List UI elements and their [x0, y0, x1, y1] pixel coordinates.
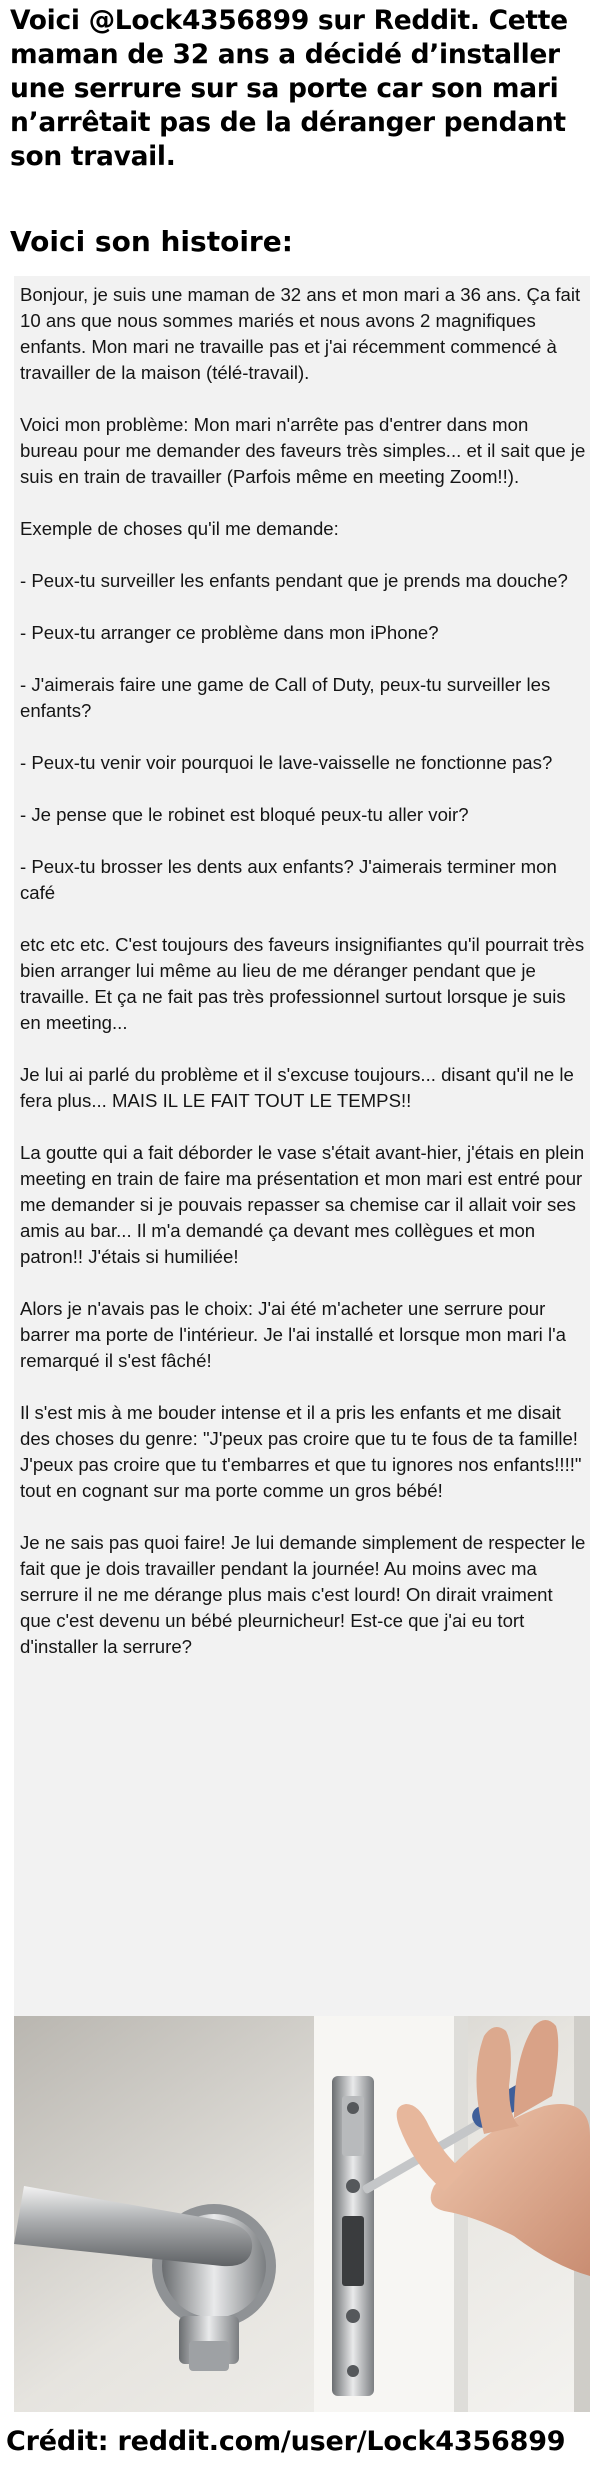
- story-paragraph: Je ne sais pas quoi faire! Je lui demande simplement de respecter le fait que je dois travailler pendant la journée! Au moins avec ma serrure il ne me dérange plus mais c'est lourd! On dirait vraiment que c'est devenu un bébé pleurnicheur! Est-ce que j'ai eu tort d'installer la serrure?: [20, 1532, 586, 1657]
- story-paragraph: Bonjour, je suis une maman de 32 ans et mon mari a 36 ans. Ça fait 10 ans que nous sommes mariés et nous avons 2 magnifiques enfants. Mon mari ne travaille pas et j'ai récemment commencé à travailler de la maison (télé-travail).: [20, 284, 581, 383]
- door-lock-photo: [14, 2016, 590, 2412]
- story-box: [14, 276, 590, 2016]
- story-paragraph: Alors je n'avais pas le choix: J'ai été m'acheter une serrure pour barrer ma porte de l'intérieur. Je l'ai installé et lorsque mon mari l'a remarqué il s'est fâché!: [20, 1298, 566, 1371]
- story-text: [20, 282, 588, 1686]
- story-paragraph: etc etc etc. C'est toujours des faveurs insignifiantes qu'il pourrait très bien arranger lui même au lieu de me déranger pendant que je travaille. Et ça ne fait pas très professionnel surtout lorsque je suis en meeting...: [20, 934, 585, 1033]
- photo-illustration: [14, 2016, 590, 2412]
- story-paragraph: Je lui ai parlé du problème et il s'excuse toujours... disant qu'il ne le fera plus... MAIS IL LE FAIT TOUT LE TEMPS!!: [20, 1064, 574, 1111]
- story-paragraph: Il s'est mis à me bouder intense et il a pris les enfants et me disait des choses du genre: "J'peux pas croire que tu te fous de ta famille! J'peux pas croire que tu t'embarres et que tu ignores nos enfants!!!!" tout en cognant sur ma porte comme un gros bébé!: [20, 1402, 582, 1501]
- subheading: Voici son histoire:: [10, 225, 293, 258]
- story-paragraph: Voici mon problème: Mon mari n'arrête pas d'entrer dans mon bureau pour me demander des faveurs très simples... et il sait que je suis en train de travailler (Parfois même en meeting Zoom!!).: [20, 414, 586, 487]
- story-paragraph: Exemple de choses qu'il me demande:: [20, 518, 339, 539]
- story-paragraph: - Peux-tu surveiller les enfants pendant que je prends ma douche?: [20, 570, 568, 591]
- story-paragraph: - J'aimerais faire une game de Call of Duty, peux-tu surveiller les enfants?: [20, 674, 551, 721]
- story-paragraph: - Peux-tu arranger ce problème dans mon iPhone?: [20, 622, 439, 643]
- lock-icon: [332, 2076, 374, 2396]
- headline: Voici @Lock4356899 sur Reddit. Cette maman de 32 ans a décidé d’installer une serrure sur sa porte car son mari n’arrêtait pas de la déranger pendant son travail.: [10, 5, 568, 172]
- story-paragraph: - Peux-tu brosser les dents aux enfants? J'aimerais terminer mon café: [20, 856, 557, 903]
- story-paragraph: La goutte qui a fait déborder le vase s'était avant-hier, j'étais en plein meeting en train de faire ma présentation et mon mari est entré pour me demander si je pouvais repasser sa chemise car il allait voir ses amis au bar... Il m'a demandé ça devant mes collègues et mon patron!! J'étais si humiliée!: [20, 1142, 585, 1267]
- story-paragraph: - Je pense que le robinet est bloqué peux-tu aller voir?: [20, 804, 469, 825]
- credit-line: Crédit: reddit.com/user/Lock4356899: [6, 2426, 566, 2457]
- story-paragraph: - Peux-tu venir voir pourquoi le lave-vaisselle ne fonctionne pas?: [20, 752, 553, 773]
